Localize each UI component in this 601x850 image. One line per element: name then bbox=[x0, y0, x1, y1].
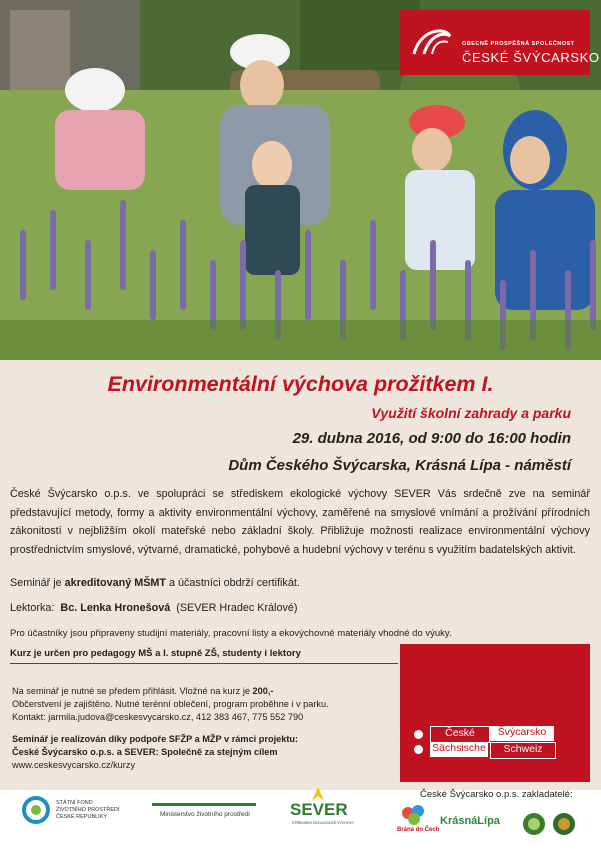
krasna-lipa-logo: KrásnáLípa bbox=[440, 815, 500, 827]
logo-de-2: Schweiz bbox=[490, 742, 556, 759]
founders-label: České Švýcarsko o.p.s. zakladatelé: bbox=[420, 789, 573, 800]
bilingual-logo bbox=[430, 726, 556, 758]
brana-logo-icon bbox=[400, 803, 428, 825]
registration-line bbox=[12, 686, 273, 696]
bullet-dot-de bbox=[414, 745, 423, 754]
brana-logo-text: Brána do Čech bbox=[397, 827, 440, 833]
divider bbox=[10, 663, 398, 664]
website-link[interactable]: www.ceskesvycarsko.cz/kurzy bbox=[12, 760, 136, 770]
fee-amount: 200,- bbox=[252, 686, 274, 696]
page-title: Environmentální výchova prožitkem I. bbox=[107, 372, 494, 396]
lecturer-label: Lektorka: bbox=[10, 602, 55, 614]
contact-line[interactable]: Kontakt: jarmila.judova@ceskesvycarsko.cz, 412 383 467, 775 552 790 bbox=[12, 712, 304, 722]
event-place: Dům Českého Švýcarska, Krásná Lípa - náměstí bbox=[228, 457, 571, 474]
logo-de-1: Sächsische bbox=[430, 742, 488, 757]
round-emblem-icon-2 bbox=[552, 812, 576, 836]
description-paragraph: České Švýcarsko o.p.s. ve spolupráci se střediskem ekologické výchovy SEVER Vás srdečně zve na seminář představující metody, formy a aktivity environmentální výchovy, zaměřené na smyslové vnímání a prožívání přírodních zákonitostí v nejbližším okolí mateřské nebo základní školy. Přibližuje možnosti realizace environmentální výchovy prostřednictvím smyslové, výtvarné, dramatické, pohybové a hudební výchovy v terénu s využitím badatelských aktivit. bbox=[10, 488, 590, 556]
accreditation-post: a účastníci obdrží certifikát. bbox=[166, 577, 300, 589]
swirl-logo-icon bbox=[410, 24, 454, 60]
subtitle: Využití školní zahrady a parku bbox=[371, 405, 571, 421]
red-logo-panel bbox=[400, 644, 590, 782]
sever-logo-text: SEVER bbox=[290, 800, 348, 819]
support-line-1: Seminář je realizován díky podpoře SFŽP a MŽP v rámci projektu: bbox=[12, 734, 299, 744]
sever-logo-sub: STŘEDISKO EKOLOGICKÉ VÝCHOVY bbox=[292, 821, 355, 825]
accreditation-bold: akreditovaný MŠMT bbox=[64, 577, 167, 589]
accreditation-pre: Seminář je bbox=[10, 577, 65, 589]
round-emblem-icon-1 bbox=[522, 812, 546, 836]
ceske-svycarsko-logo bbox=[400, 10, 600, 75]
logo-cz-1: České bbox=[430, 726, 490, 743]
audience-line: Kurz je určen pro pedagogy MŠ a I. stupně ZŠ, studenty i lektory bbox=[10, 648, 301, 659]
materials-line: Pro účastníky jsou připraveny studijní materiály, pracovní listy a ekovýchovné materiály vhodné do výuky. bbox=[10, 628, 452, 639]
lecturer-org: (SEVER Hradec Králové) bbox=[176, 602, 298, 614]
support-line-2: České Švýcarsko o.p.s. a SEVER: Společně za stejným cílem bbox=[12, 747, 278, 757]
sfzp-logo-text: STÁTNÍ FOND ŽIVOTNÍHO PROSTŘEDÍ ČESKÉ REPUBLIKY bbox=[56, 800, 120, 820]
logo-title: ČESKÉ ŠVÝCARSKO bbox=[462, 50, 600, 65]
logo-cz-2: Švýcarsko bbox=[490, 726, 554, 741]
bullet-dot-cz bbox=[414, 730, 423, 739]
lecturer-name: Bc. Lenka Hronešová bbox=[60, 602, 171, 614]
logo-subtitle: OBECNĚ PROSPĚŠNÁ SPOLEČNOST bbox=[462, 41, 575, 47]
mzp-logo-text: Ministerstvo životního prostředí bbox=[160, 811, 250, 818]
registration-pre: Na seminář je nutné se předem přihlásit. Vložné na kurz je bbox=[12, 686, 253, 696]
event-date: 29. dubna 2016, od 9:00 do 16:00 hodin bbox=[292, 430, 571, 447]
mzp-logo-bar bbox=[152, 803, 256, 806]
sever-arrow-icon bbox=[308, 787, 328, 801]
refreshment-line: Občerstvení je zajištěno. Nutné terénní oblečení, program proběhne i v parku. bbox=[12, 699, 329, 709]
lecturer-line bbox=[10, 602, 297, 614]
accreditation-line bbox=[10, 577, 300, 589]
description bbox=[10, 485, 590, 559]
sfzp-logo-icon bbox=[22, 796, 50, 824]
